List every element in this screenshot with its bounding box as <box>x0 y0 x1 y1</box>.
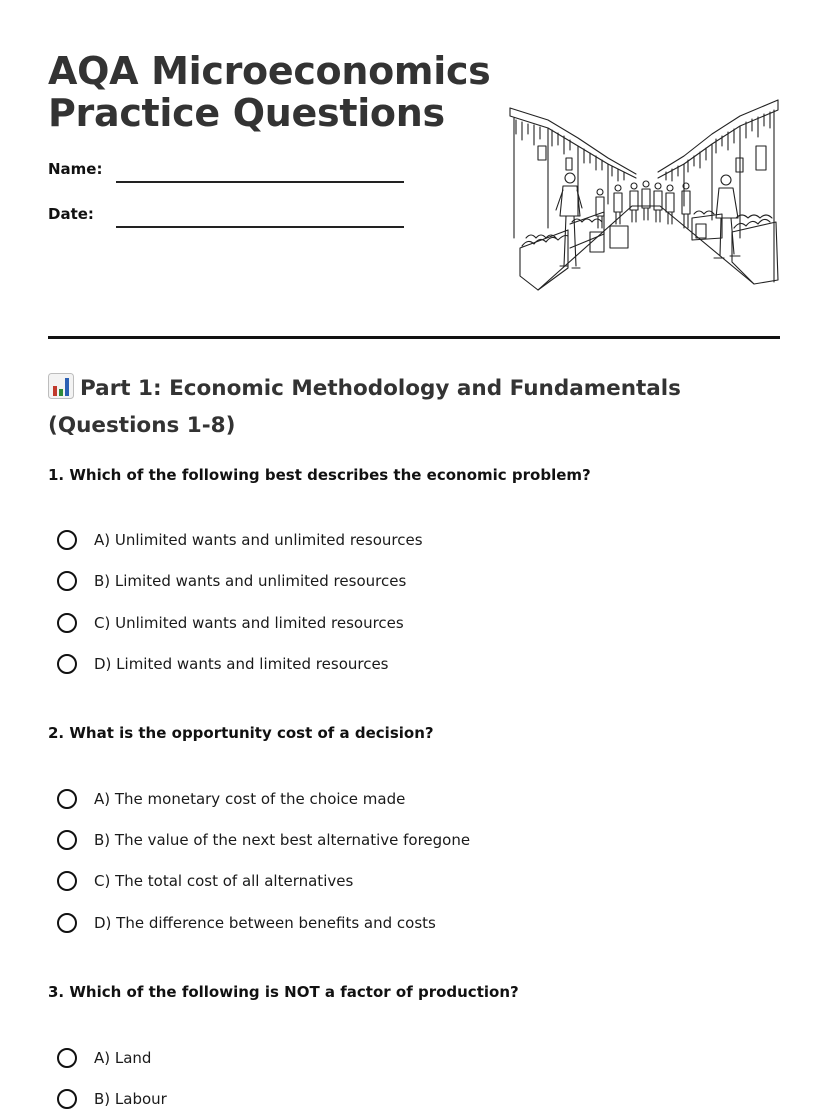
q2-option-a[interactable] <box>57 786 405 812</box>
option-label: C) Unlimited wants and limited resources <box>94 614 404 632</box>
q1-option-b[interactable] <box>57 568 406 594</box>
radio-button[interactable] <box>57 613 77 633</box>
q2-option-c[interactable] <box>57 868 353 894</box>
q1-option-d[interactable] <box>57 651 389 677</box>
question-2: 2. What is the opportunity cost of a decision? <box>48 724 434 742</box>
part-1-heading <box>48 370 784 444</box>
date-input-line[interactable] <box>116 226 404 228</box>
q2-option-d[interactable] <box>57 910 436 936</box>
bar-chart-icon <box>48 373 74 399</box>
option-label: D) The difference between benefits and costs <box>94 914 436 932</box>
part-1-heading-text: Part 1: Economic Methodology and Fundamentals (Questions 1-8) <box>48 376 681 438</box>
radio-button[interactable] <box>57 1089 77 1109</box>
radio-button[interactable] <box>57 830 77 850</box>
name-input-line[interactable] <box>116 181 404 183</box>
option-label: B) Labour <box>94 1090 167 1108</box>
option-label: C) The total cost of all alternatives <box>94 872 354 890</box>
option-label: B) Limited wants and unlimited resources <box>94 572 407 590</box>
question-3: 3. Which of the following is NOT a factor of production? <box>48 983 519 1001</box>
q3-option-a[interactable] <box>57 1045 151 1071</box>
radio-button[interactable] <box>57 789 77 809</box>
radio-button[interactable] <box>57 571 77 591</box>
option-label: D) Limited wants and limited resources <box>94 655 389 673</box>
option-label: A) The monetary cost of the choice made <box>94 790 406 808</box>
radio-button[interactable] <box>57 1048 77 1068</box>
question-1: 1. Which of the following best describes the economic problem? <box>48 466 591 484</box>
radio-button[interactable] <box>57 654 77 674</box>
q1-option-a[interactable] <box>57 527 423 553</box>
q1-option-c[interactable] <box>57 610 404 636</box>
name-label: Name: <box>48 160 103 178</box>
radio-button[interactable] <box>57 530 77 550</box>
radio-button[interactable] <box>57 913 77 933</box>
date-label: Date: <box>48 205 94 223</box>
option-label: B) The value of the next best alternative foregone <box>94 831 471 849</box>
option-label: A) Unlimited wants and unlimited resources <box>94 531 423 549</box>
section-divider <box>48 336 780 339</box>
market-street-illustration <box>508 98 780 294</box>
title-line-2: Practice Questions <box>48 91 445 135</box>
radio-button[interactable] <box>57 871 77 891</box>
q3-option-b[interactable] <box>57 1086 167 1112</box>
title-line-1: AQA Microeconomics <box>48 49 491 93</box>
option-label: A) Land <box>94 1049 152 1067</box>
page-title <box>48 50 491 134</box>
q2-option-b[interactable] <box>57 827 470 853</box>
